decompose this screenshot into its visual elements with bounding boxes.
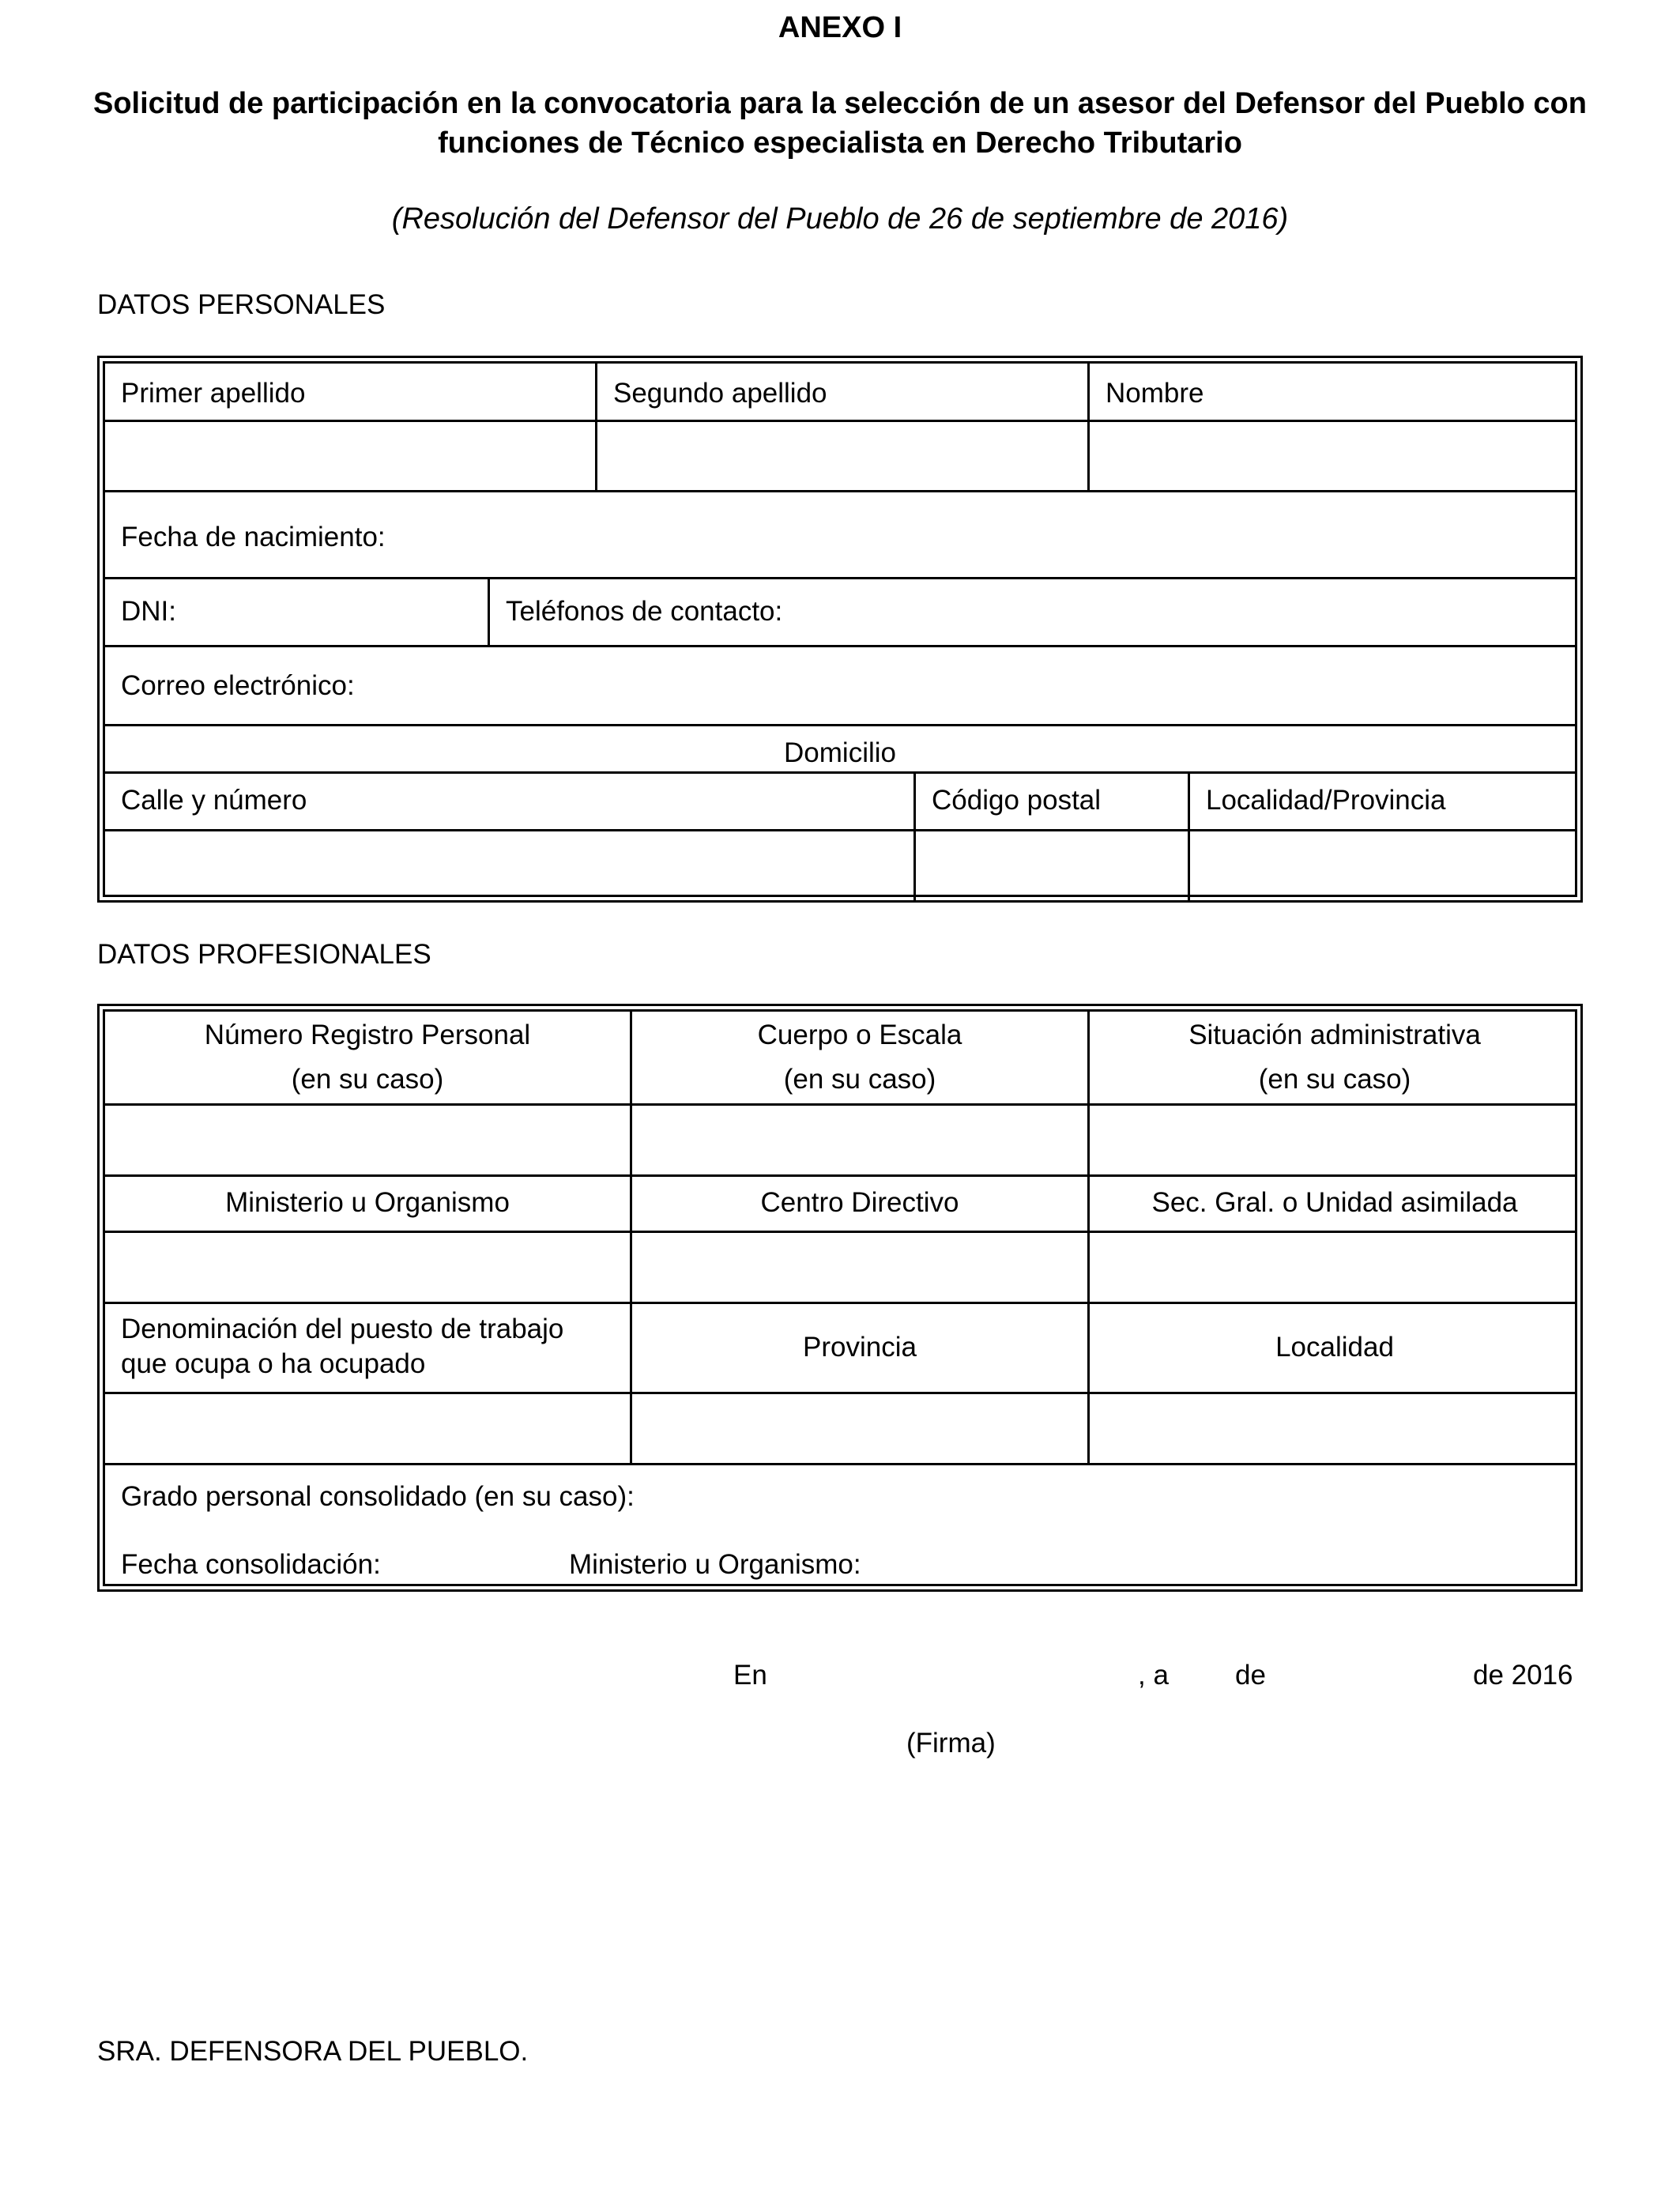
consolidation-date-label: Fecha consolidación:	[121, 1549, 381, 1580]
grade-label: Grado personal consolidado (en su caso):	[121, 1481, 635, 1512]
job-title-field[interactable]	[105, 1394, 630, 1463]
professional-data-table	[97, 1004, 1583, 1592]
ministry-label: Ministerio u Organismo	[225, 1187, 510, 1218]
personal-section-title: DATOS PERSONALES	[97, 289, 386, 320]
admin-status-note: (en su caso)	[1258, 1064, 1411, 1095]
province-field[interactable]	[632, 1394, 1087, 1463]
directive-center-field[interactable]	[632, 1233, 1087, 1302]
body-label: Cuerpo o Escala	[757, 1020, 962, 1050]
personal-data-table	[97, 356, 1583, 903]
registry-label: Número Registro Personal	[204, 1020, 531, 1050]
grade-ministry-label: Ministerio u Organismo:	[569, 1549, 861, 1580]
street-field[interactable]	[105, 831, 913, 900]
phones-label: Teléfonos de contacto:	[506, 596, 783, 627]
admin-status-header	[1090, 1013, 1580, 1102]
document-title: Solicitud de participación en la convocatoria para la selección de un asesor del Defensor del Pueblo con funciones de Técnico especialista en Derecho Tributario	[93, 87, 1587, 160]
registry-note: (en su caso)	[291, 1064, 444, 1095]
first-surname-label: Primer apellido	[121, 378, 306, 409]
addressee: SRA. DEFENSORA DEL PUEBLO.	[97, 2036, 529, 2067]
professional-section-title: DATOS PROFESIONALES	[97, 939, 431, 970]
registry-header	[105, 1013, 630, 1102]
street-label: Calle y número	[121, 785, 307, 816]
body-note: (en su caso)	[783, 1064, 936, 1095]
locality-province-label: Localidad/Provincia	[1206, 785, 1446, 816]
first-surname-field[interactable]	[105, 422, 595, 490]
dni-label: DNI:	[121, 596, 176, 627]
postal-code-field[interactable]	[916, 831, 1188, 900]
second-surname-field[interactable]	[597, 422, 1087, 490]
name-label: Nombre	[1106, 378, 1204, 409]
resolution-subtitle: (Resolución del Defensor del Pueblo de 26 de septiembre de 2016)	[391, 202, 1289, 236]
address-heading: Domicilio	[784, 737, 896, 768]
postal-code-label: Código postal	[932, 785, 1102, 816]
job-title-line1: Denominación del puesto de trabajo	[121, 1314, 564, 1344]
email-label: Correo electrónico:	[121, 670, 355, 701]
second-surname-label: Segundo apellido	[613, 378, 827, 409]
admin-status-field[interactable]	[1090, 1106, 1580, 1174]
year-suffix: de 2016	[1473, 1660, 1573, 1691]
province-label: Provincia	[803, 1332, 917, 1363]
job-title-line2: que ocupa o ha ocupado	[121, 1348, 426, 1379]
locality-label: Localidad	[1275, 1332, 1394, 1363]
day-prefix: , a	[1138, 1660, 1169, 1691]
ministry-field[interactable]	[105, 1233, 630, 1302]
sec-gral-field[interactable]	[1090, 1233, 1580, 1302]
sec-gral-label: Sec. Gral. o Unidad asimilada	[1151, 1187, 1518, 1218]
admin-status-label: Situación administrativa	[1188, 1020, 1481, 1050]
signature-label: (Firma)	[906, 1728, 996, 1759]
name-field[interactable]	[1090, 422, 1580, 490]
month-prefix: de	[1235, 1660, 1266, 1691]
locality-field[interactable]	[1090, 1394, 1580, 1463]
job-title-label	[121, 1312, 563, 1382]
annex-title: ANEXO I	[778, 11, 902, 44]
place-prefix: En	[733, 1660, 767, 1691]
directive-center-label: Centro Directivo	[760, 1187, 959, 1218]
registry-field[interactable]	[105, 1106, 630, 1174]
body-field[interactable]	[632, 1106, 1087, 1174]
body-header	[632, 1013, 1087, 1102]
locality-province-field[interactable]	[1190, 831, 1580, 900]
birth-date-label: Fecha de nacimiento:	[121, 522, 386, 552]
